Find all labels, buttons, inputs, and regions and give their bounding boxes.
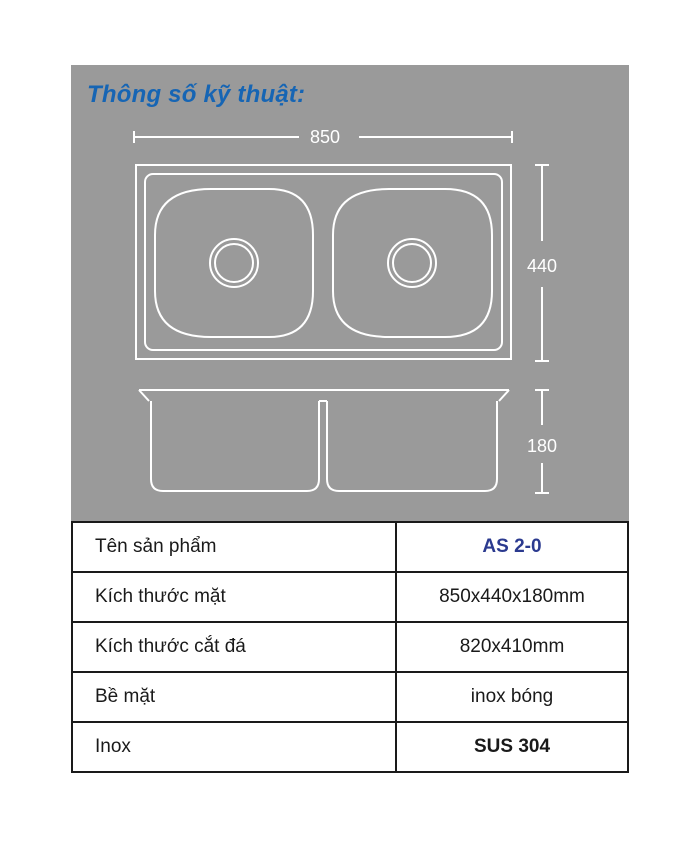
spec-value-surface-finish: inox bóng — [396, 672, 628, 722]
spec-table — [71, 521, 629, 773]
table-row — [72, 522, 628, 572]
spec-value-material: SUS 304 — [396, 722, 628, 772]
depth-dimension-label: 440 — [526, 256, 558, 276]
sink-top-view — [136, 165, 511, 359]
table-row — [72, 622, 628, 672]
height-dimension — [527, 390, 557, 493]
spec-label-cutout-size: Kích thước cắt đá — [72, 622, 396, 672]
depth-dimension — [527, 165, 557, 361]
right-drain-outer — [388, 239, 436, 287]
side-view-left-basin — [151, 401, 319, 491]
width-dimension-label: 850 — [309, 127, 341, 147]
sink-side-view — [139, 390, 509, 491]
table-row — [72, 722, 628, 772]
spec-label-product-name: Tên sản phẩm — [72, 522, 396, 572]
left-drain-outer — [210, 239, 258, 287]
sink-left-bowl — [155, 189, 313, 337]
height-dimension-label: 180 — [526, 436, 558, 456]
side-view-right-basin — [327, 401, 497, 491]
sink-outer-rim — [136, 165, 511, 359]
spec-value-surface-size: 850x440x180mm — [396, 572, 628, 622]
spec-label-material: Inox — [72, 722, 396, 772]
table-row — [72, 672, 628, 722]
left-drain-inner — [215, 244, 253, 282]
spec-label-surface-size: Kích thước mặt — [72, 572, 396, 622]
spec-title: Thông số kỹ thuật: — [87, 81, 306, 108]
width-dimension — [134, 127, 512, 147]
technical-drawing-panel — [71, 65, 629, 521]
table-row — [72, 572, 628, 622]
spec-label-surface-finish: Bề mặt — [72, 672, 396, 722]
spec-value-cutout-size: 820x410mm — [396, 622, 628, 672]
sink-right-bowl — [333, 189, 492, 337]
sink-drawing — [71, 65, 629, 521]
side-view-left-edge — [139, 390, 149, 401]
right-drain-inner — [393, 244, 431, 282]
sink-inner-rim — [145, 174, 502, 350]
side-view-right-edge — [499, 390, 509, 401]
spec-value-product-name: AS 2-0 — [396, 522, 628, 572]
